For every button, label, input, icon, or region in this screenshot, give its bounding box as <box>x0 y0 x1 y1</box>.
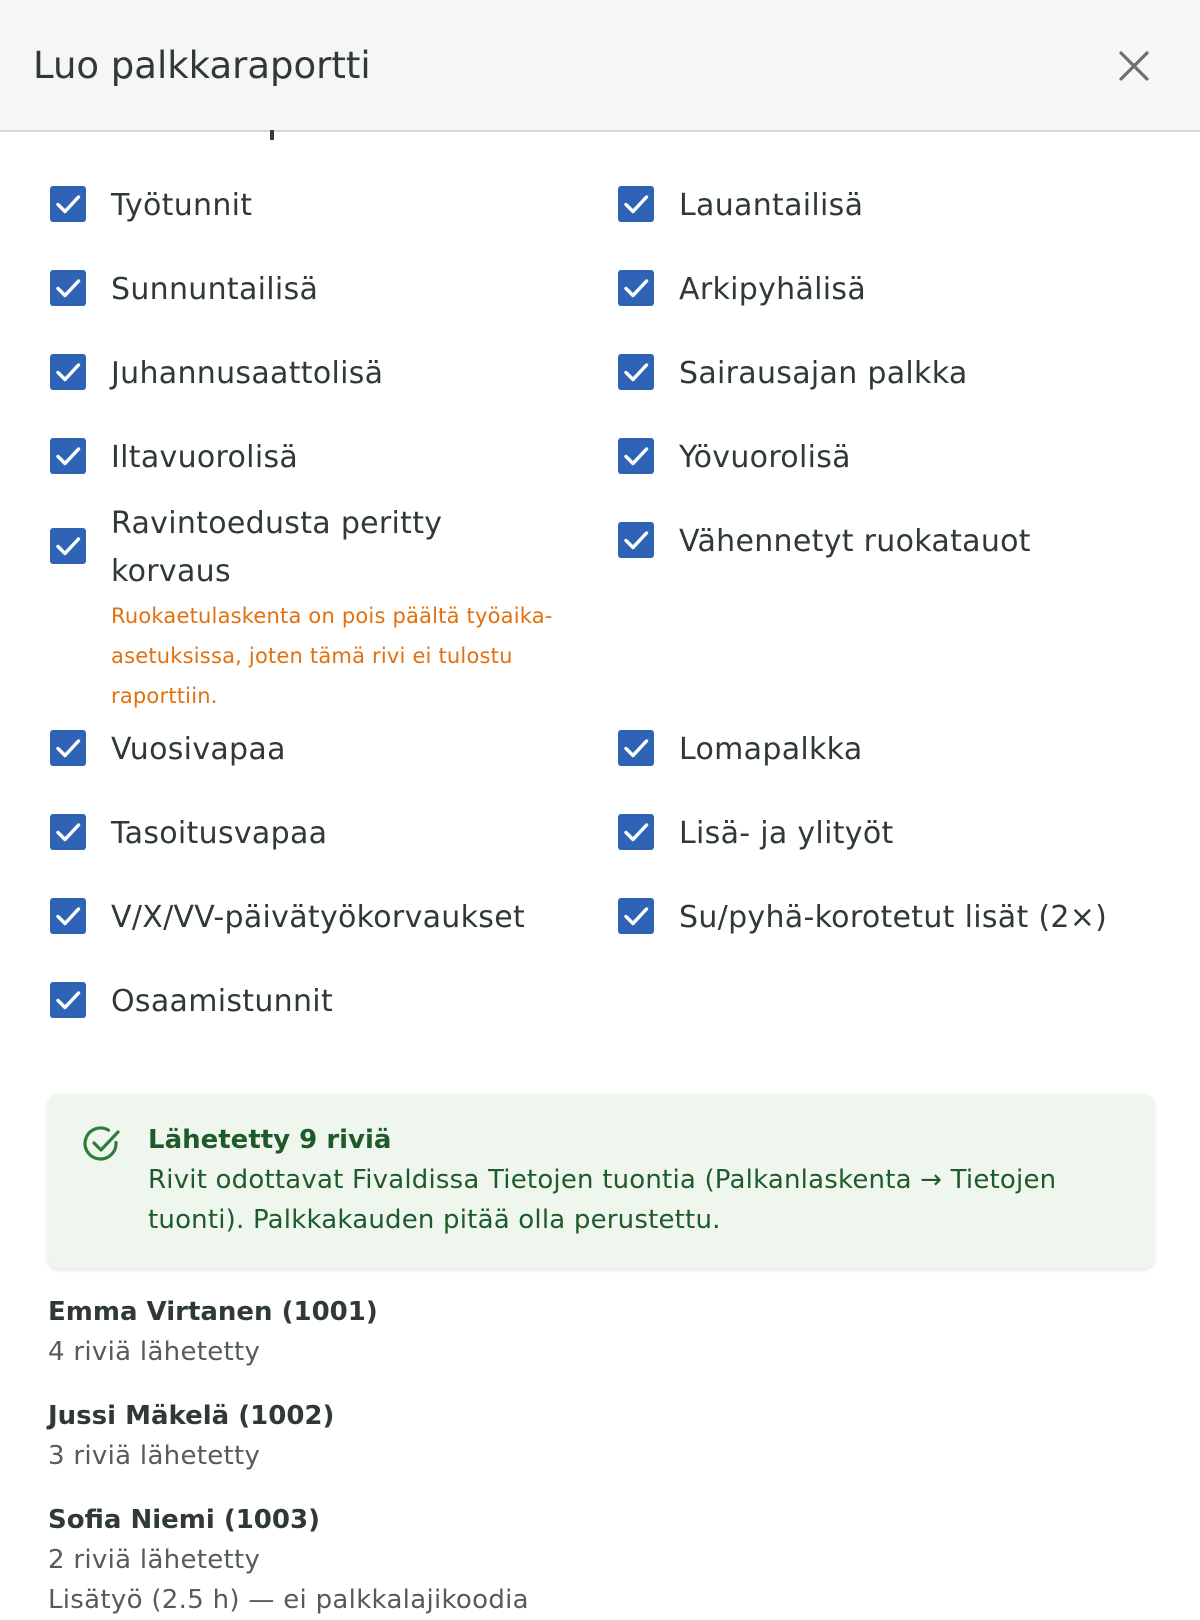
option-label: Su/pyhä-korotetut lisät (2×) <box>679 900 1108 935</box>
close-button[interactable] <box>1112 44 1156 88</box>
checkbox-checked-icon[interactable] <box>618 438 654 474</box>
checkbox-checked-icon[interactable] <box>50 354 86 390</box>
option-sairausajan-palkka[interactable] <box>618 350 968 398</box>
option-label: Ravintoedusta peritty korvaus <box>111 506 443 589</box>
option-su-pyha-korotetut-lisat[interactable] <box>618 894 1107 942</box>
notice-title: Lähetetty 9 riviä <box>148 1125 392 1155</box>
option-iltavuorolisa[interactable] <box>50 434 298 482</box>
option-label: Lomapalkka <box>679 732 863 767</box>
dialog-title: Luo palkkaraportti <box>33 44 371 87</box>
employee-note: Lisätyö (2.5 h) — ei palkkalajikoodia <box>48 1585 529 1615</box>
checkbox-checked-icon[interactable] <box>618 898 654 934</box>
option-osaamistunnit[interactable] <box>50 978 333 1026</box>
option-warning-text: Ruokaetulaskenta on pois päältä työaika-asetuksissa, joten tämä rivi ei tulostu raporttiin. <box>111 604 553 708</box>
checkbox-checked-icon[interactable] <box>50 438 86 474</box>
option-label: Sairausajan palkka <box>679 356 968 391</box>
checkbox-checked-icon[interactable] <box>50 814 86 850</box>
employee-rows-sent: 2 riviä lähetetty <box>48 1545 261 1575</box>
option-label: Osaamistunnit <box>111 984 334 1019</box>
checkbox-checked-icon[interactable] <box>50 982 86 1018</box>
option-label: Vähennetyt ruokatauot <box>679 524 1031 559</box>
option-label: Tasoitusvapaa <box>111 816 328 851</box>
option-label: Yövuorolisä <box>679 440 851 475</box>
close-icon <box>1112 44 1156 88</box>
employee-rows-sent: 3 riviä lähetetty <box>48 1441 261 1471</box>
option-label: Lauantailisä <box>679 188 864 223</box>
option-label: Sunnuntailisä <box>111 272 319 307</box>
dialog-header <box>0 0 1200 132</box>
check-circle-icon <box>82 1124 122 1164</box>
checkbox-checked-icon[interactable] <box>618 814 654 850</box>
checkbox-checked-icon[interactable] <box>50 898 86 934</box>
option-label: Vuosivapaa <box>111 732 286 767</box>
option-paivatyokorvaukset[interactable] <box>50 894 525 942</box>
checkbox-checked-icon[interactable] <box>618 730 654 766</box>
option-label: Iltavuorolisä <box>111 440 299 475</box>
employee-rows-sent: 4 riviä lähetetty <box>48 1337 261 1367</box>
checkbox-checked-icon[interactable] <box>50 186 86 222</box>
option-lauantailisa[interactable] <box>618 182 863 230</box>
option-tyotunnit[interactable] <box>50 182 252 230</box>
checkbox-checked-icon[interactable] <box>618 354 654 390</box>
clipped-content-fragment <box>270 130 274 140</box>
option-vuosivapaa[interactable] <box>50 726 286 774</box>
option-vahennetyt-ruokatauot[interactable] <box>618 518 1031 566</box>
checkbox-checked-icon[interactable] <box>618 270 654 306</box>
option-text <box>111 500 581 716</box>
option-ravintoedusta-peritty-korvaus[interactable] <box>50 500 581 716</box>
notice-body: Rivit odottavat Fivaldissa Tietojen tuontia (Palkanlaskenta → Tietojen tuonti). Palkkakauden pitää olla perustettu. <box>148 1165 1057 1235</box>
option-yovuorolisa[interactable] <box>618 434 851 482</box>
employee-name: Sofia Niemi (1003) <box>48 1505 320 1535</box>
option-label: Arkipyhälisä <box>679 272 867 307</box>
employee-name: Emma Virtanen (1001) <box>48 1297 378 1327</box>
option-label: Lisä- ja ylityöt <box>679 816 894 851</box>
employee-summary <box>48 1500 529 1620</box>
option-arkipyhalisa[interactable] <box>618 266 866 314</box>
option-sunnuntailisa[interactable] <box>50 266 318 314</box>
checkbox-checked-icon[interactable] <box>50 270 86 306</box>
option-lomapalkka[interactable] <box>618 726 863 774</box>
employee-name: Jussi Mäkelä (1002) <box>48 1401 335 1431</box>
option-juhannusaattolisa[interactable] <box>50 350 383 398</box>
checkbox-checked-icon[interactable] <box>618 522 654 558</box>
employee-summary <box>48 1396 334 1476</box>
option-tasoitusvapaa[interactable] <box>50 810 327 858</box>
option-label: Juhannusaattolisä <box>111 356 384 391</box>
option-label: Työtunnit <box>111 188 253 223</box>
checkbox-checked-icon[interactable] <box>618 186 654 222</box>
option-lisa-ja-ylityot[interactable] <box>618 810 894 858</box>
option-label: V/X/VV-päivätyökorvaukset <box>111 900 526 935</box>
checkbox-checked-icon[interactable] <box>50 730 86 766</box>
employee-summary <box>48 1292 378 1372</box>
checkbox-checked-icon[interactable] <box>50 528 86 564</box>
success-notice <box>48 1094 1154 1268</box>
